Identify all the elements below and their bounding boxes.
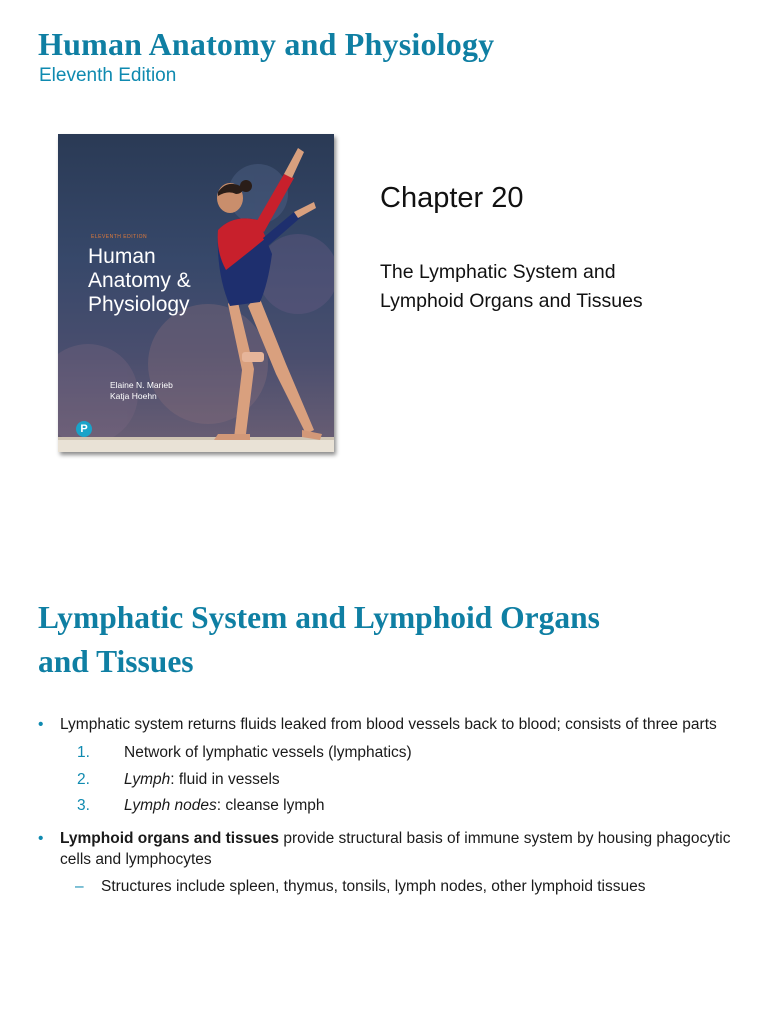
sub-bullet-text: Structures include spleen, thymus, tonsils, lymph nodes, other lymphoid tissues — [101, 877, 646, 895]
bullet-text: provide structural basis of immune system by housing phagocytic cells and lymphocytes — [60, 829, 731, 868]
numbered-item — [38, 767, 738, 794]
cover-title-line: Anatomy & — [88, 269, 191, 292]
cover-title — [88, 245, 238, 317]
bullet-list — [38, 714, 738, 897]
sub-bullet-item — [38, 876, 738, 897]
cover-author: Elaine N. Marieb — [110, 380, 173, 390]
cover-title-line: Physiology — [88, 293, 190, 316]
chapter-title-line: Lymphoid Organs and Tissues — [380, 290, 643, 312]
numbered-list — [38, 740, 738, 820]
item-number: 3. — [77, 797, 90, 814]
edition-label: Eleventh Edition — [39, 65, 177, 86]
cover-edition-label: ELEVENTH EDITION — [91, 234, 148, 240]
dash-icon: – — [75, 877, 84, 895]
numbered-item — [38, 740, 738, 767]
book-cover-image — [58, 134, 334, 452]
chapter-number: Chapter 20 — [380, 182, 524, 214]
content-slide — [0, 560, 768, 1024]
slide-title — [38, 596, 738, 684]
item-term: Lymph — [124, 770, 171, 788]
item-text: : fluid in vessels — [170, 770, 280, 788]
item-text: : cleanse lymph — [216, 797, 325, 814]
knee-tape — [242, 352, 264, 362]
bullet-text: Lymphatic system returns fluids leaked from blood vessels back to blood; consists of three parts — [60, 716, 717, 733]
book-title: Human Anatomy and Physiology — [38, 26, 495, 62]
item-number: 2. — [77, 770, 90, 788]
slide-title-line: Lymphatic System and Lymphoid Organs — [38, 600, 600, 635]
cover-title-line: Human — [88, 245, 156, 268]
publisher-logo-icon: P — [76, 421, 92, 437]
numbered-item — [38, 793, 738, 820]
item-number: 1. — [77, 744, 90, 761]
bullet-item — [38, 828, 738, 870]
item-term: Lymph nodes — [124, 797, 217, 814]
bullet-icon: • — [38, 829, 44, 847]
chapter-title — [380, 258, 720, 316]
bullet-icon: • — [38, 716, 44, 733]
bullet-term: Lymphoid organs and tissues — [60, 829, 280, 847]
bullet-item — [38, 714, 738, 735]
cover-authors — [110, 380, 173, 402]
slide-title-line: and Tissues — [38, 644, 194, 679]
item-text: Network of lymphatic vessels (lymphatics) — [124, 744, 412, 761]
cover-author: Katja Hoehn — [110, 391, 157, 401]
chapter-title-line: The Lymphatic System and — [380, 261, 616, 283]
